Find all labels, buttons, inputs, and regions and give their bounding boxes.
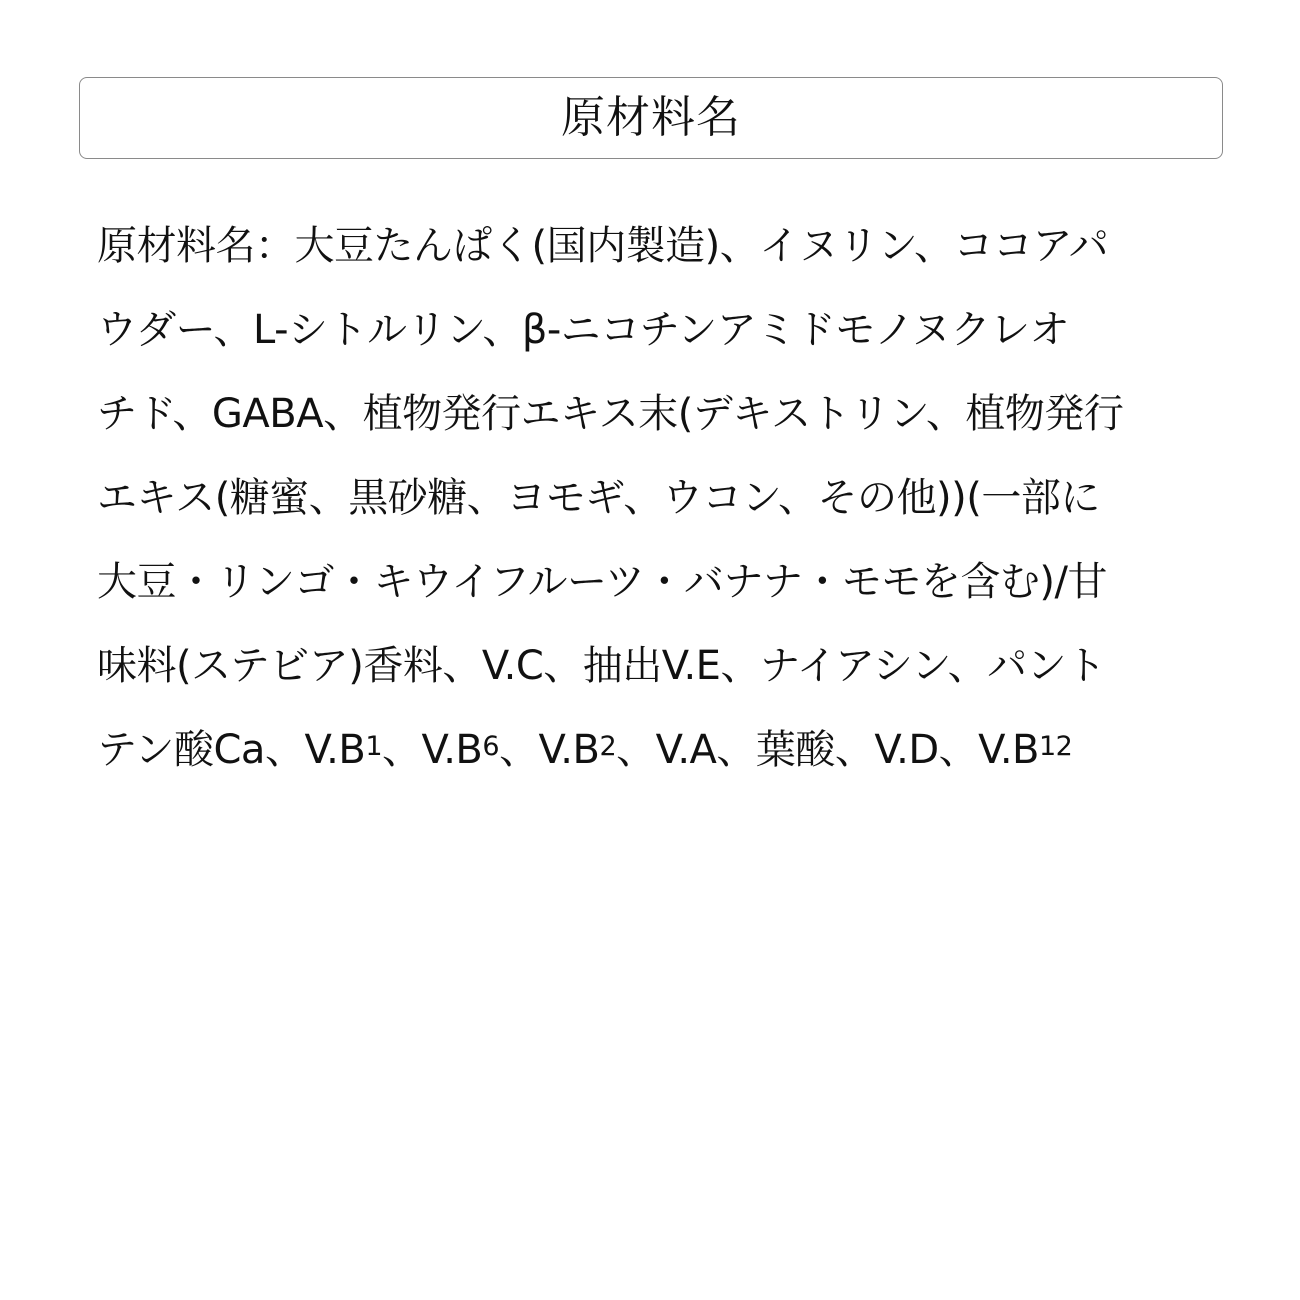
section-header-box [79,77,1223,159]
vitamin-subscript: 2 [599,730,617,762]
ingredients-line: 原材料名：大豆たんぱく(国内製造)、イヌリン、ココアパ [97,222,1109,269]
ingredients-text: 、V.B [382,726,483,773]
section-title: 原材料名 [561,92,741,143]
ingredients-line: 味料(ステビア)香料、V.C、抽出V.E、ナイアシン、パント [97,642,1106,689]
ingredients-line: チド、GABA、植物発行エキス末(デキストリン、植物発行 [97,390,1124,437]
ingredients-line: ウダー、L-シトルリン、β-ニコチンアミドモノヌクレオ [97,306,1070,353]
vitamin-subscript: 1 [365,730,382,762]
ingredients-text: テン酸Ca、V.B [97,726,366,773]
vitamin-subscript: 6 [482,730,500,762]
ingredients-text: 、V.B [499,726,600,773]
vitamin-subscript: 12 [1039,730,1073,762]
ingredients-text-block [97,200,1207,788]
ingredients-line: エキス(糖蜜、黒砂糖、ヨモギ、ウコン、その他))(一部に [97,474,1100,521]
ingredients-line-last [97,704,1207,788]
ingredients-line: 大豆・リンゴ・キウイフルーツ・バナナ・モモを含む)/甘 [97,558,1107,605]
ingredients-text: 、V.A、葉酸、V.D、V.B [616,726,1039,773]
